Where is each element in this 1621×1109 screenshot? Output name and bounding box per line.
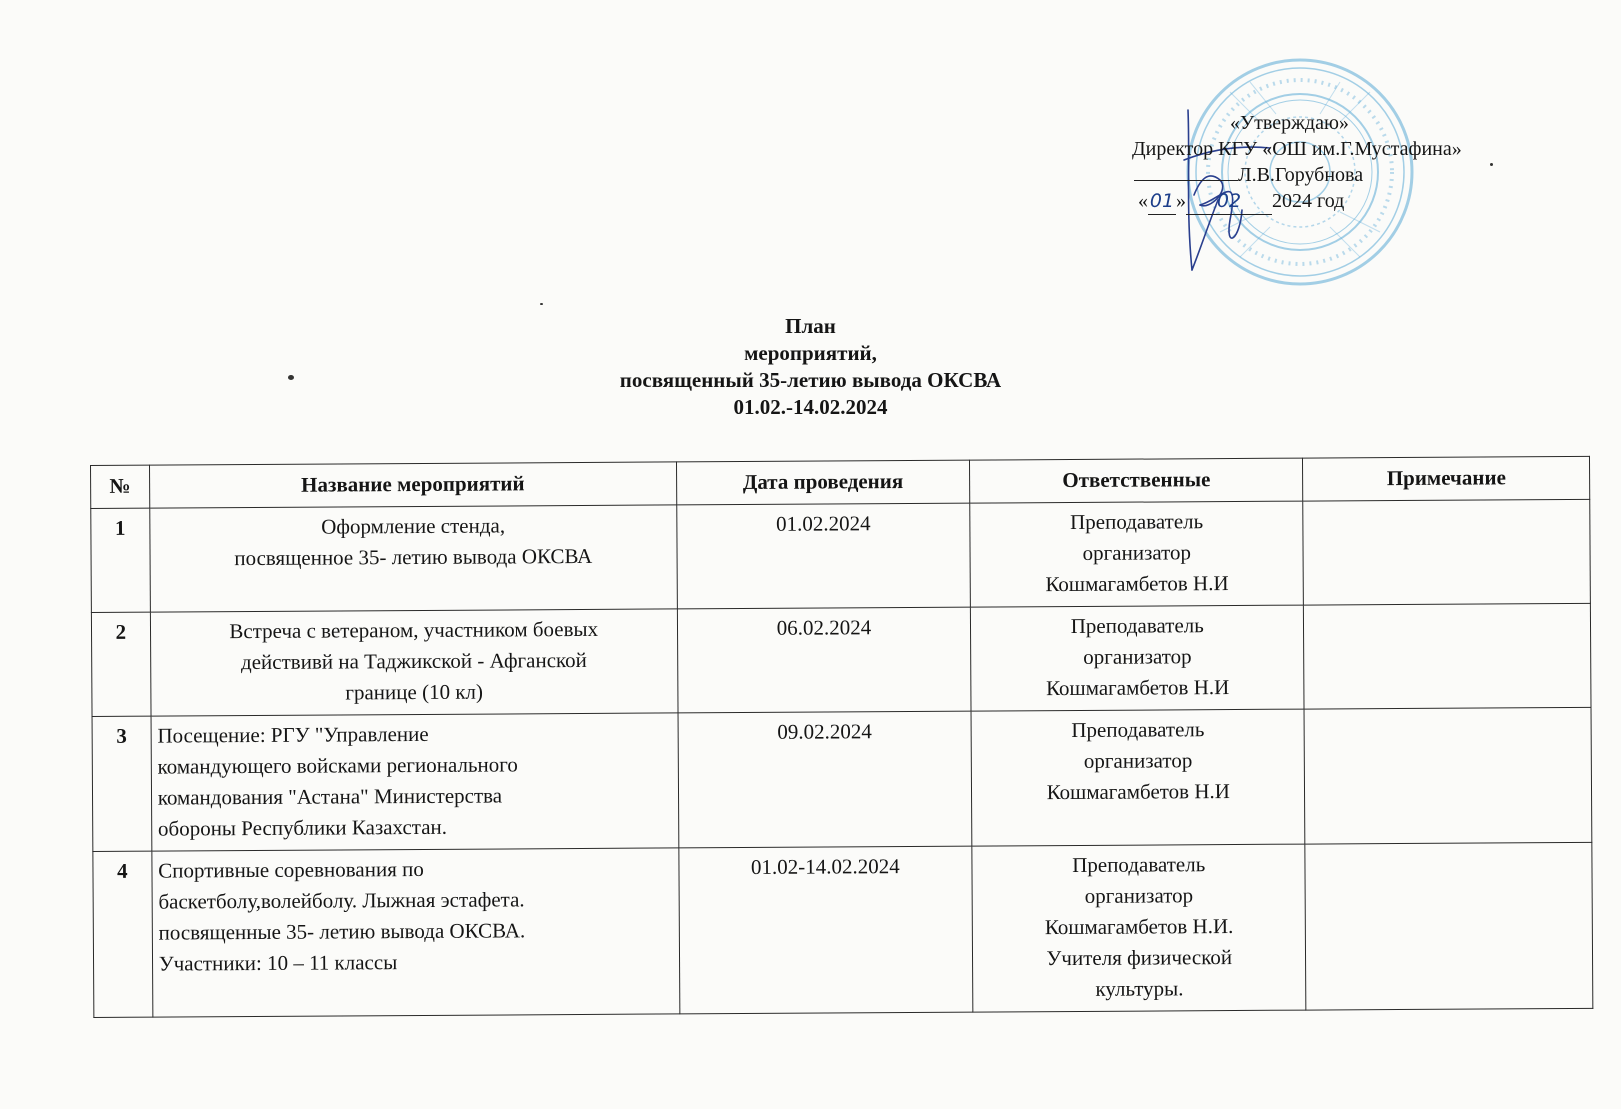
row-note (1305, 842, 1593, 1010)
row-name-line: посвященные 35- летию вывода ОКСВА. (158, 918, 526, 945)
row-responsible-line: Учителя физической (1046, 945, 1233, 971)
row-date: 09.02.2024 (678, 711, 972, 848)
row-name (151, 713, 679, 851)
scan-speck (540, 303, 543, 305)
row-num: 3 (92, 716, 152, 851)
row-responsible-line: организатор (1083, 748, 1193, 773)
row-name-line: границе (10 кл) (345, 679, 484, 705)
document-title (0, 313, 1621, 421)
row-name-line: обороны Республики Казахстан. (157, 814, 448, 841)
row-responsible-line: организатор (1082, 540, 1192, 565)
row-responsible-line: организатор (1084, 883, 1194, 908)
row-name-line: действивй на Таджикской - Афганской (240, 647, 587, 675)
events-plan-table (90, 456, 1593, 1018)
table-row (91, 499, 1591, 612)
header-num: № (91, 465, 150, 508)
approval-signatory (1110, 162, 1530, 188)
approval-heading: «Утверждаю» (1230, 112, 1349, 134)
row-name-line: командующего войсками регионального (157, 752, 518, 779)
header-date: Дата проведения (676, 460, 970, 505)
row-name-line: Встреча с ветераном, участником боевых (229, 616, 599, 644)
row-responsible-line: Преподаватель (1070, 613, 1204, 639)
row-note (1304, 707, 1591, 844)
date-close-quote: » (1176, 190, 1186, 212)
header-note: Примечание (1303, 456, 1590, 501)
row-note (1304, 603, 1591, 709)
row-name (150, 505, 678, 612)
row-num: 2 (91, 612, 150, 716)
approval-block (1110, 110, 1530, 215)
signature-line (1134, 162, 1238, 181)
row-num: 1 (91, 508, 150, 612)
row-responsible-line: Кошмагамбетов Н.И (1046, 779, 1230, 805)
table-row (92, 707, 1592, 851)
scan-speck (1490, 163, 1493, 166)
row-name-line: баскетболу,волейболу. Лыжная эстафета. (158, 887, 525, 914)
row-name-line: командования "Астана" Министерства (157, 783, 503, 810)
row-name (150, 609, 678, 716)
row-date: 01.02.2024 (676, 503, 970, 609)
row-responsible-line: Кошмагамбетов Н.И (1045, 571, 1229, 597)
approval-date (1110, 188, 1530, 215)
header-name: Название мероприятий (149, 462, 676, 508)
row-responsible-line: Кошмагамбетов Н.И. (1044, 914, 1234, 940)
scan-speck (288, 375, 294, 380)
row-responsible (971, 709, 1305, 846)
row-note (1303, 499, 1590, 605)
date-open-quote: « (1138, 190, 1148, 212)
row-responsible-line: организатор (1083, 644, 1192, 669)
title-line-3: посвященный 35-летию вывода ОКСВА (619, 368, 1002, 392)
row-name-line: Оформление стенда, (321, 513, 506, 539)
row-responsible (972, 844, 1306, 1012)
row-date: 01.02-14.02.2024 (679, 846, 973, 1014)
title-line-4: 01.02.-14.02.2024 (733, 395, 888, 419)
table-row (91, 603, 1591, 716)
table-row (93, 842, 1593, 1017)
approval-signatory-name: Л.В.Горубнова (1238, 164, 1364, 186)
row-responsible-line: Преподаватель (1069, 509, 1204, 535)
title-line-2: мероприятий, (744, 341, 877, 365)
approval-director: Директор КГУ «ОШ им.Г.Мустафина» (1132, 138, 1462, 160)
row-responsible-line: Преподаватель (1071, 717, 1205, 743)
row-name (152, 848, 680, 1017)
row-num: 4 (93, 851, 153, 1017)
row-responsible (970, 605, 1304, 711)
row-name-line: Спортивные соревнования по (158, 856, 424, 883)
row-name-line: посвященное 35- летию вывода ОКСВА (234, 543, 593, 571)
row-responsible (970, 501, 1304, 607)
row-responsible-line: Кошмагамбетов Н.И (1045, 675, 1230, 701)
row-responsible-line: Преподаватель (1072, 852, 1206, 878)
row-name-line: Участники: 10 – 11 классы (158, 950, 398, 976)
approval-year: 2024 год (1272, 190, 1345, 212)
header-responsible: Ответственные (970, 458, 1304, 503)
title-line-1: План (785, 314, 836, 338)
row-name-line: Посещение: РГУ "Управление (157, 721, 429, 748)
row-responsible-line: культуры. (1095, 976, 1184, 1001)
approval-day: 01 (1148, 188, 1176, 215)
row-date: 06.02.2024 (677, 607, 971, 713)
approval-month: 02 (1186, 188, 1272, 215)
